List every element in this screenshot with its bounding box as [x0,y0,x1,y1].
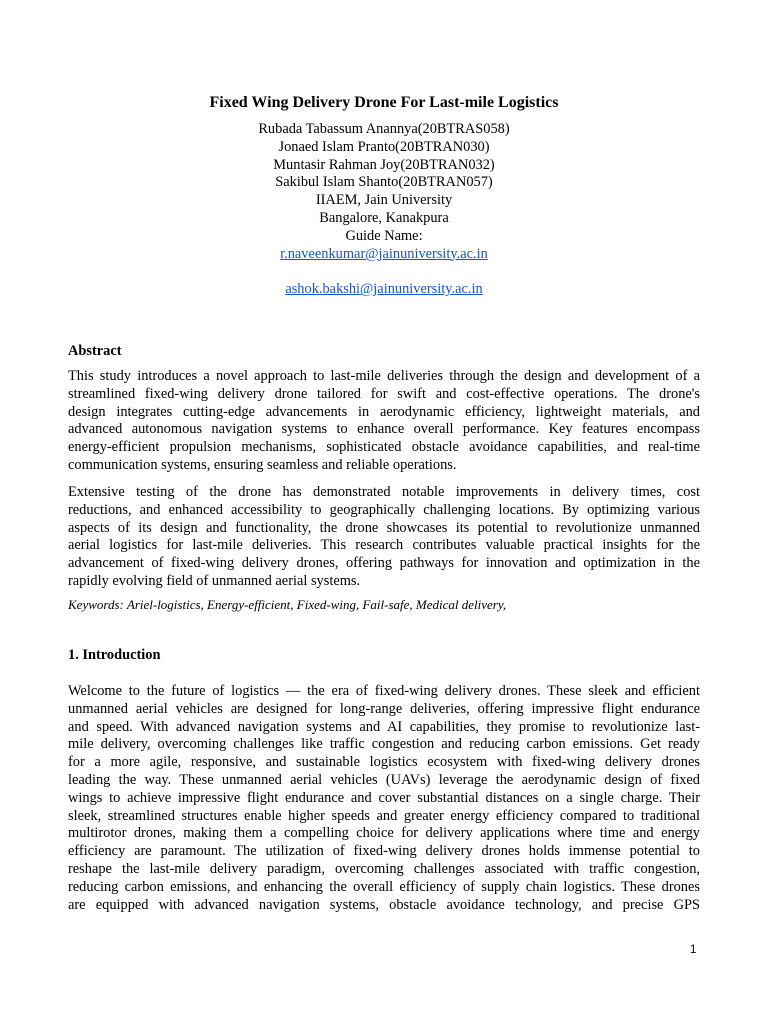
text-line: advancement of fixed-wing delivery drones, offering pathways for innovation and optimization in the [68,555,700,572]
text-line: are equipped with advanced navigation systems, obstacle avoidance technology, and precise GPS [68,896,700,913]
text-line: sleek, streamlined structures enable higher speeds and greater energy efficiency compared to traditional [68,807,700,824]
author-name: Jonaed Islam Pranto(20BTRAN030) [278,138,490,155]
text-line: leading the way. These unmanned aerial vehicles (UAVs) leverage the aerodynamic design of fixed [68,771,700,788]
abstract-paragraph-1 [68,368,700,475]
author-name: Muntasir Rahman Joy(20BTRAN032) [273,156,495,173]
text-line: reductions, and enhanced accessibility to geographically challenging locations. By optimizing various [68,501,700,518]
abstract-heading: Abstract [68,343,122,359]
text-line: design integrates cutting-edge advancements in aerodynamic efficiency, lightweight materials, and [68,403,700,420]
abstract-paragraph-2 [68,484,700,591]
text-line: This study introduces a novel approach to last-mile deliveries through the design and development of a [68,368,700,384]
text-line: aerial logistics for last-mile deliveries. This research contributes valuable practical insights for the [68,537,700,554]
text-line: unmanned aerial vehicles are designed for long-range deliveries, offering impressive flight endurance [68,700,700,717]
keywords-label: Keywords [68,597,120,612]
text-line: Welcome to the future of logistics — the era of fixed-wing delivery drones. These sleek and efficient [68,683,700,699]
author-block [68,121,700,299]
text-line: rapidly evolving field of unmanned aerial systems. [68,572,361,589]
author-name: Sakibul Islam Shanto(20BTRAN057) [275,174,493,191]
text-line: multirotor drones, making them a compelling choice for delivery applications where time and energy [68,825,700,842]
text-line: mile delivery, overcoming challenges like traffic congestion and reducing carbon emissions. Get ready [68,736,700,753]
text-line: advanced autonomous navigation systems to enhance overall performance. Key features encompass [68,421,700,438]
keywords-line [68,597,506,613]
author-name: Rubada Tabassum Anannya(20BTRAS058) [258,121,510,137]
guide-label: Guide Name: [345,227,423,244]
text-line: reducing carbon emissions, and enhancing the overall efficiency of supply chain logistics. These drones [68,878,700,895]
text-line: Extensive testing of the drone has demonstrated notable improvements in delivery times, cost [68,484,700,500]
introduction-heading: 1. Introduction [68,647,161,663]
text-line: wings to achieve impressive flight endurance and cover substantial distances on a single charge. Their [68,789,700,806]
email-link-bakshi[interactable]: ashok.bakshi@jainuniversity.ac.in [285,281,483,298]
text-line: and speed. With advanced navigation systems and AI capabilities, they promise to revolutionize last- [68,718,700,735]
email-link-naveenkumar[interactable]: r.naveenkumar@jainuniversity.ac.in [280,245,488,262]
text-line: reshape the last-mile delivery paradigm, overcoming challenges associated with traffic congestion, [68,860,700,877]
text-line: for a more agile, responsive, and sustainable logistics ecosystem with fixed-wing delivery drones [68,754,700,771]
text-line: streamlined fixed-wing delivery drone tailored for swift and cost-effective operations. The drone's [68,385,700,402]
text-line: energy-efficient propulsion mechanisms, sophisticated obstacle avoidance capabilities, and real-time [68,439,700,456]
text-line: communication systems, ensuring seamless and reliable operations. [68,456,457,473]
affiliation-location: Bangalore, Kanakpura [319,209,449,226]
text-line: efficiency are paramount. The utilization of fixed-wing delivery drones holds immense potential to [68,843,700,860]
keywords-list: : Ariel-logistics, Energy-efficient, Fixed-wing, Fail-safe, Medical delivery, [119,597,507,612]
introduction-paragraph [68,683,700,914]
affiliation-university: IIAEM, Jain University [315,192,453,209]
paper-title: Fixed Wing Delivery Drone For Last-mile Logistics [209,94,559,111]
page-number: 1 [690,944,697,956]
text-line: aspects of its design and functionality, the drone showcases its potential to revolutionize unmanned [68,519,700,536]
